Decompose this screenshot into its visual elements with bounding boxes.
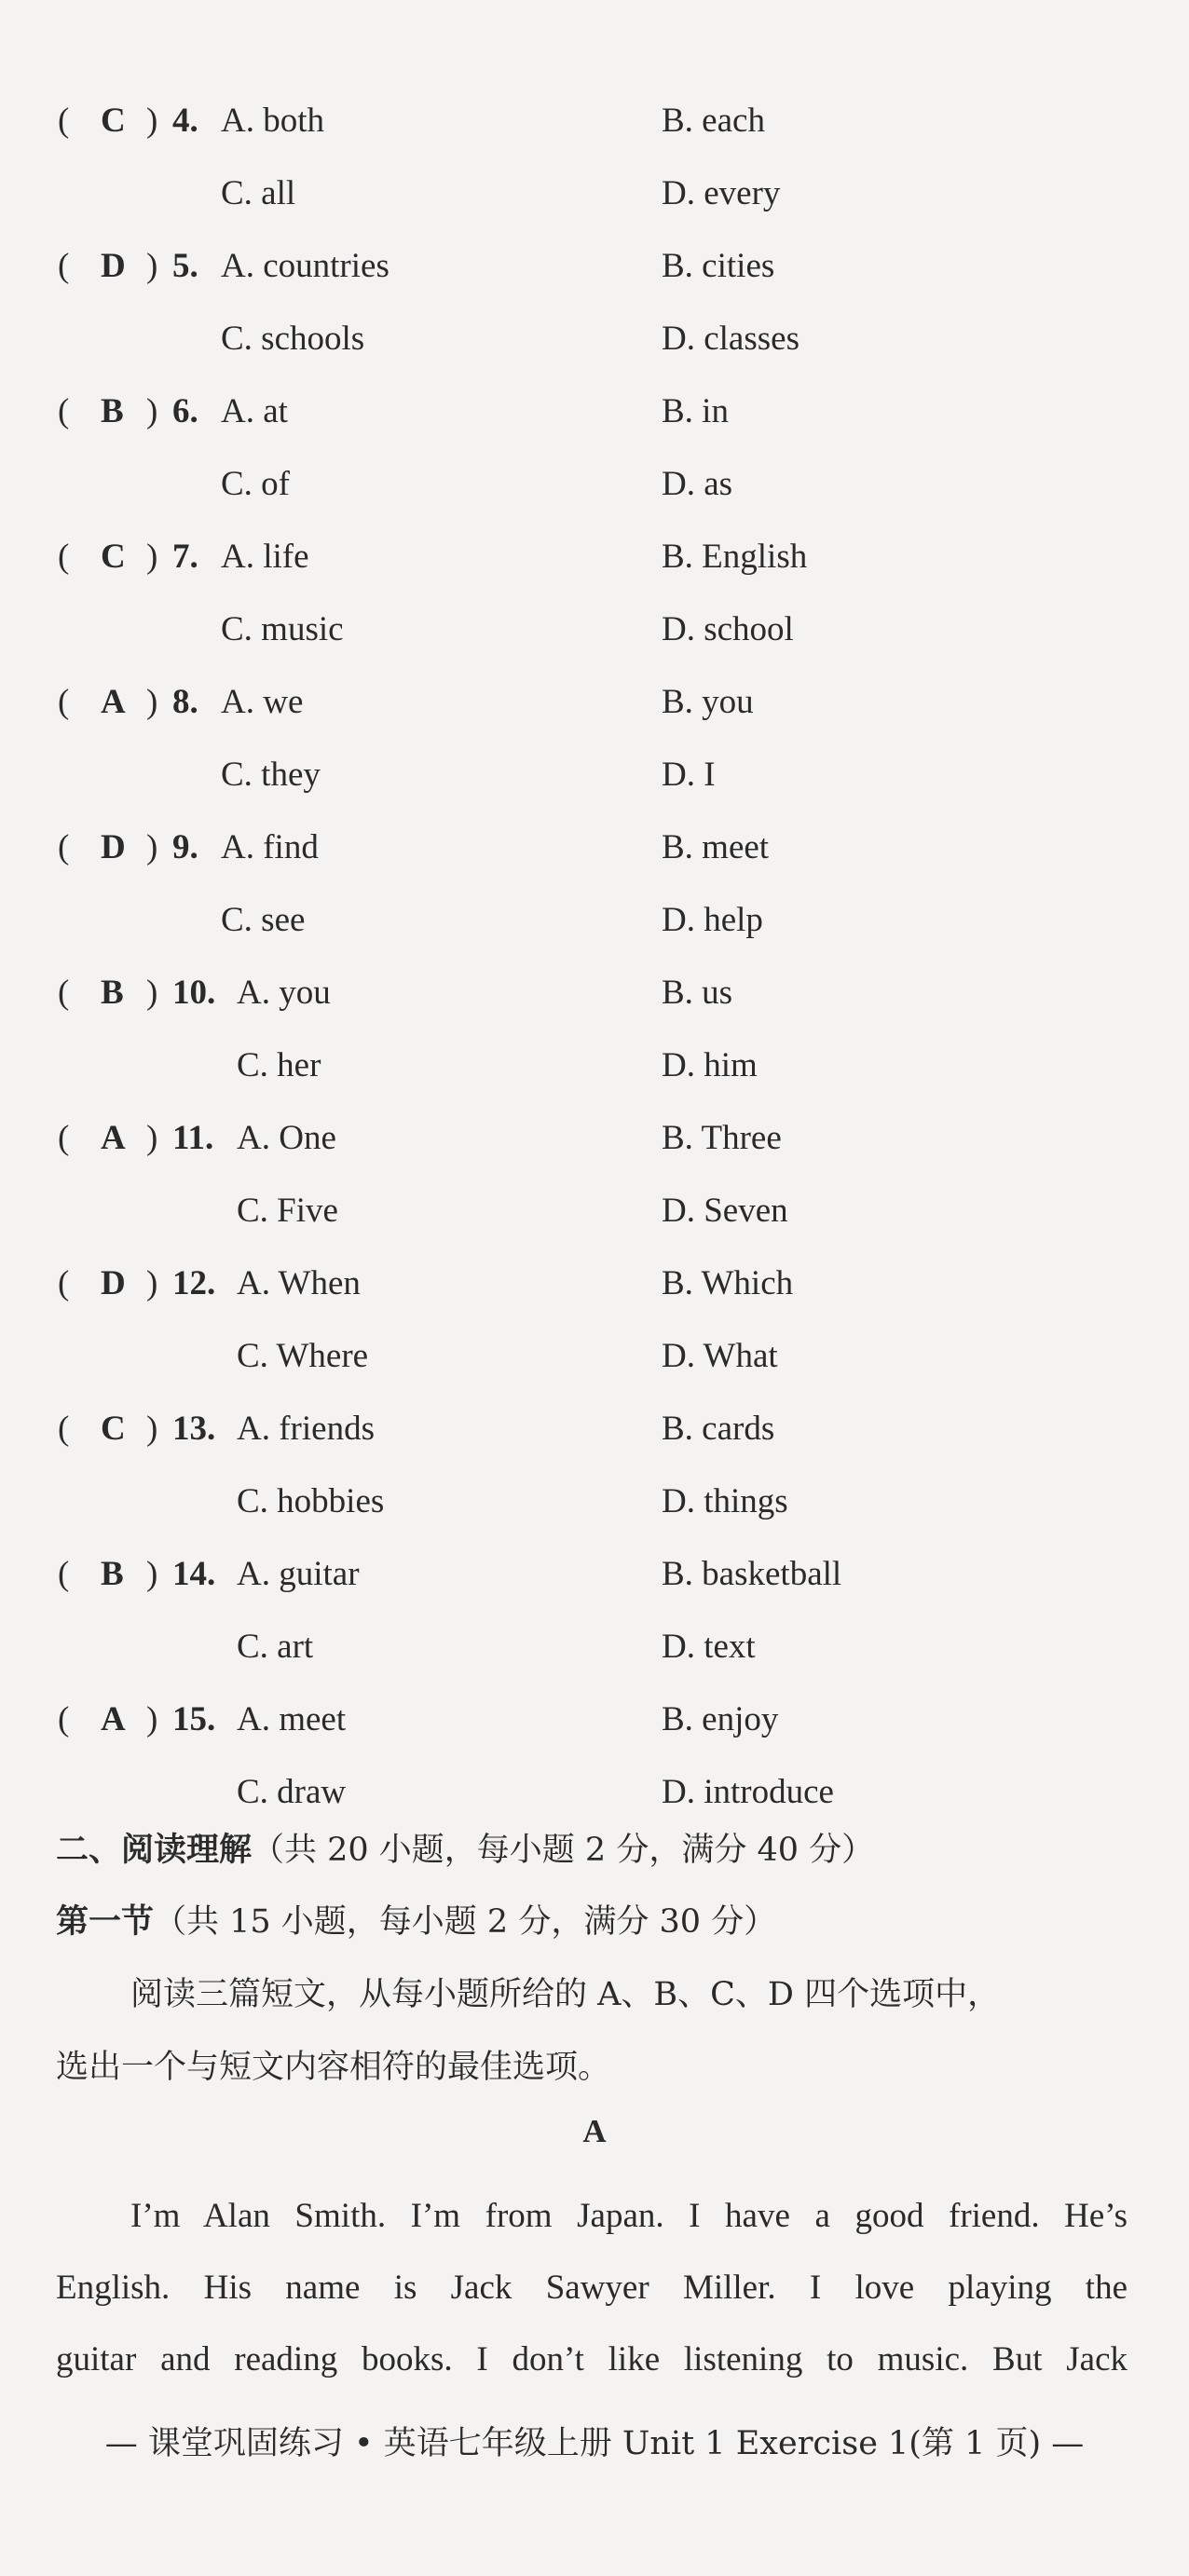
option-c: C. Five: [237, 1192, 338, 1230]
question-number: 8.: [172, 683, 198, 721]
question-number: 10.: [172, 974, 216, 1012]
option-a: A. both: [221, 102, 324, 140]
open-paren: (: [58, 247, 70, 285]
option-c: C. art: [237, 1628, 314, 1666]
option-b: B. you: [662, 683, 754, 721]
close-paren: ): [146, 1119, 158, 1157]
question-subrow: [0, 319, 1189, 384]
section-heading: [56, 1824, 874, 1871]
answer-letter: A: [101, 1700, 126, 1738]
answer-letter: B: [101, 974, 124, 1012]
option-d: D. classes: [662, 320, 800, 358]
option-b: B. English: [662, 538, 808, 576]
open-paren: (: [58, 1700, 70, 1738]
question-subrow: [0, 609, 1189, 675]
option-a: A. guitar: [237, 1555, 360, 1593]
option-b: B. enjoy: [662, 1700, 779, 1738]
option-a: A. at: [221, 392, 288, 430]
question-number: 4.: [172, 102, 198, 140]
option-a: A. find: [221, 828, 319, 866]
section-note: （共 20 小题，每小题 2 分，满分 40 分）: [252, 1832, 875, 1869]
option-b: B. in: [662, 392, 729, 430]
option-b: B. basketball: [662, 1555, 842, 1593]
answer-letter: C: [101, 538, 126, 576]
option-c: C. music: [221, 610, 344, 648]
answer-letter: C: [101, 1410, 126, 1448]
option-d: D. as: [662, 465, 733, 503]
option-c: C. they: [221, 756, 321, 794]
instruction-line-1: 阅读三篇短文，从每小题所给的 A、B、C、D 四个选项中，: [130, 1976, 1001, 2013]
passage-line-2: English. His name is Jack Sawyer Miller. I love playing the: [56, 2269, 1128, 2307]
open-paren: (: [58, 1410, 70, 1448]
passage-line-1: I’m Alan Smith. I’m from Japan. I have a good friend. He’s: [130, 2197, 1128, 2235]
option-d: D. text: [662, 1628, 756, 1666]
answer-letter: D: [101, 1264, 126, 1302]
question-row: [0, 1118, 1189, 1183]
option-a: A. you: [237, 974, 331, 1012]
open-paren: (: [58, 1264, 70, 1302]
close-paren: ): [146, 1264, 158, 1302]
question-subrow: [0, 173, 1189, 239]
close-paren: ): [146, 828, 158, 866]
close-paren: ): [146, 247, 158, 285]
open-paren: (: [58, 538, 70, 576]
answer-letter: D: [101, 247, 126, 285]
question-row: [0, 973, 1189, 1038]
question-number: 5.: [172, 247, 198, 285]
option-a: A. life: [221, 538, 309, 576]
answer-letter: A: [101, 1119, 126, 1157]
question-subrow: [0, 464, 1189, 529]
close-paren: ): [146, 102, 158, 140]
question-row: [0, 1263, 1189, 1329]
open-paren: (: [58, 828, 70, 866]
option-a: A. countries: [221, 247, 390, 285]
option-c: C. see: [221, 901, 306, 939]
option-c: C. Where: [237, 1337, 369, 1375]
open-paren: (: [58, 683, 70, 721]
open-paren: (: [58, 974, 70, 1012]
question-row: [0, 1409, 1189, 1474]
option-d: D. Seven: [662, 1192, 788, 1230]
close-paren: ): [146, 1700, 158, 1738]
option-b: B. cards: [662, 1410, 775, 1448]
answer-letter: B: [101, 392, 124, 430]
question-row: [0, 246, 1189, 311]
question-number: 13.: [172, 1410, 216, 1448]
close-paren: ): [146, 683, 158, 721]
part-note: （共 15 小题，每小题 2 分，满分 30 分）: [154, 1903, 777, 1941]
question-subrow: [0, 755, 1189, 820]
option-b: B. meet: [662, 828, 770, 866]
close-paren: ): [146, 1555, 158, 1593]
open-paren: (: [58, 102, 70, 140]
option-b: B. Three: [662, 1119, 782, 1157]
question-number: 15.: [172, 1700, 216, 1738]
open-paren: (: [58, 392, 70, 430]
option-a: A. meet: [237, 1700, 347, 1738]
close-paren: ): [146, 974, 158, 1012]
option-d: D. every: [662, 174, 781, 212]
question-row: [0, 682, 1189, 747]
option-b: B. us: [662, 974, 733, 1012]
question-row: [0, 101, 1189, 166]
option-a: A. we: [221, 683, 304, 721]
answer-letter: A: [101, 683, 126, 721]
option-c: C. all: [221, 174, 296, 212]
option-d: D. things: [662, 1482, 788, 1520]
option-d: D. help: [662, 901, 763, 939]
option-d: D. I: [662, 756, 716, 794]
part-heading: [56, 1896, 776, 1942]
close-paren: ): [146, 1410, 158, 1448]
question-number: 6.: [172, 392, 198, 430]
question-row: [0, 1554, 1189, 1619]
question-number: 12.: [172, 1264, 216, 1302]
page-footer: — 课堂巩固练习 • 英语七年级上册 Unit 1 Exercise 1(第 1 页) —: [104, 2425, 1085, 2462]
option-d: D. school: [662, 610, 794, 648]
close-paren: ): [146, 538, 158, 576]
option-c: C. schools: [221, 320, 365, 358]
open-paren: (: [58, 1119, 70, 1157]
passage-line-3: guitar and reading books. I don’t like listening to music. But Jack: [56, 2340, 1128, 2378]
option-c: C. of: [221, 465, 290, 503]
question-subrow: [0, 1336, 1189, 1401]
answer-letter: D: [101, 828, 126, 866]
option-b: B. Which: [662, 1264, 794, 1302]
passage-label: A: [582, 2113, 607, 2149]
question-number: 14.: [172, 1555, 216, 1593]
question-subrow: [0, 1481, 1189, 1547]
option-c: C. draw: [237, 1773, 347, 1811]
option-d: D. him: [662, 1046, 758, 1084]
instruction-line-2: 选出一个与短文内容相符的最佳选项。: [56, 2049, 611, 2086]
question-number: 11.: [172, 1119, 214, 1157]
question-subrow: [0, 1045, 1189, 1111]
part-title: 第一节: [56, 1902, 155, 1941]
question-row: [0, 391, 1189, 457]
option-b: B. each: [662, 102, 765, 140]
option-a: A. One: [237, 1119, 336, 1157]
question-row: [0, 537, 1189, 602]
section-title: 二、阅读理解: [56, 1831, 253, 1869]
answer-letter: C: [101, 102, 126, 140]
option-d: D. What: [662, 1337, 778, 1375]
option-b: B. cities: [662, 247, 775, 285]
option-a: A. When: [237, 1264, 361, 1302]
question-number: 7.: [172, 538, 198, 576]
option-c: C. her: [237, 1046, 321, 1084]
question-subrow: [0, 1191, 1189, 1256]
option-a: A. friends: [237, 1410, 375, 1448]
question-subrow: [0, 900, 1189, 965]
open-paren: (: [58, 1555, 70, 1593]
close-paren: ): [146, 392, 158, 430]
answer-letter: B: [101, 1555, 124, 1593]
question-row: [0, 1699, 1189, 1765]
option-d: D. introduce: [662, 1773, 834, 1811]
question-number: 9.: [172, 828, 198, 866]
question-subrow: [0, 1627, 1189, 1692]
option-c: C. hobbies: [237, 1482, 385, 1520]
question-row: [0, 827, 1189, 893]
